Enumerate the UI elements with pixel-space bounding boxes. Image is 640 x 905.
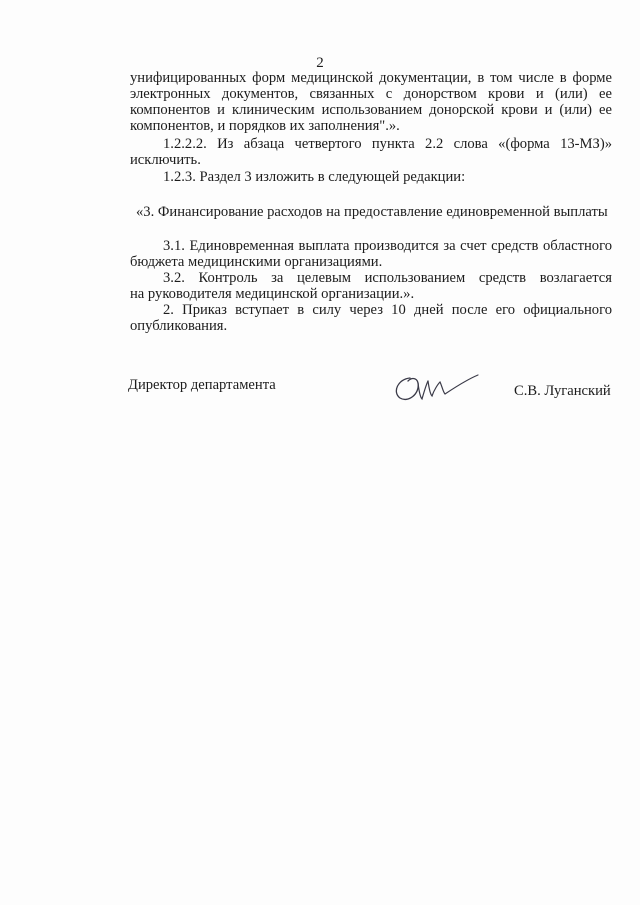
paragraph-line: исключить. [130, 152, 201, 168]
paragraph-line: компонентов, и порядков их заполнения".». [130, 118, 400, 134]
paragraph-line: 1.2.3. Раздел 3 изложить в следующей редакции: [163, 169, 466, 185]
paragraph-line: на руководителя медицинской организации.». [130, 286, 415, 302]
paragraph-line: электронных документов, связанных с донорством крови и (или) ее [130, 86, 612, 102]
item-1-2-2-2 [130, 136, 612, 168]
signatory-name: С.В. Луганский [514, 383, 611, 399]
clause-3-2 [130, 270, 612, 302]
paragraph-line: 2. Приказ вступает в силу через 10 дней после его официального [163, 302, 612, 318]
signatory-position: Директор департамента [128, 377, 276, 393]
item-2 [130, 302, 612, 334]
heading-line: «3. Финансирование расходов на предоставление единовременной выплаты [136, 204, 608, 220]
section-heading [136, 204, 614, 220]
clause-3-1 [130, 238, 612, 270]
paragraph-line: компонентов и клиническим использованием донорской крови и (или) ее [130, 102, 612, 118]
item-1-2-3 [130, 169, 612, 185]
page-number: 2 [316, 55, 324, 71]
paragraph-line: 1.2.2.2. Из абзаца четвертого пункта 2.2 слова «(форма 13-МЗ)» [163, 136, 612, 152]
continuation-paragraph [130, 70, 612, 134]
paragraph-line: унифицированных форм медицинской документации, в том числе в форме [130, 70, 612, 86]
paragraph-line: 3.1. Единовременная выплата производится за счет средств областного [163, 238, 612, 254]
paragraph-line: бюджета медицинскими организациями. [130, 254, 383, 270]
paragraph-line: 3.2. Контроль за целевым использованием средств возлагается [163, 270, 612, 286]
paragraph-line: опубликования. [130, 318, 228, 334]
handwritten-signature [388, 368, 484, 408]
